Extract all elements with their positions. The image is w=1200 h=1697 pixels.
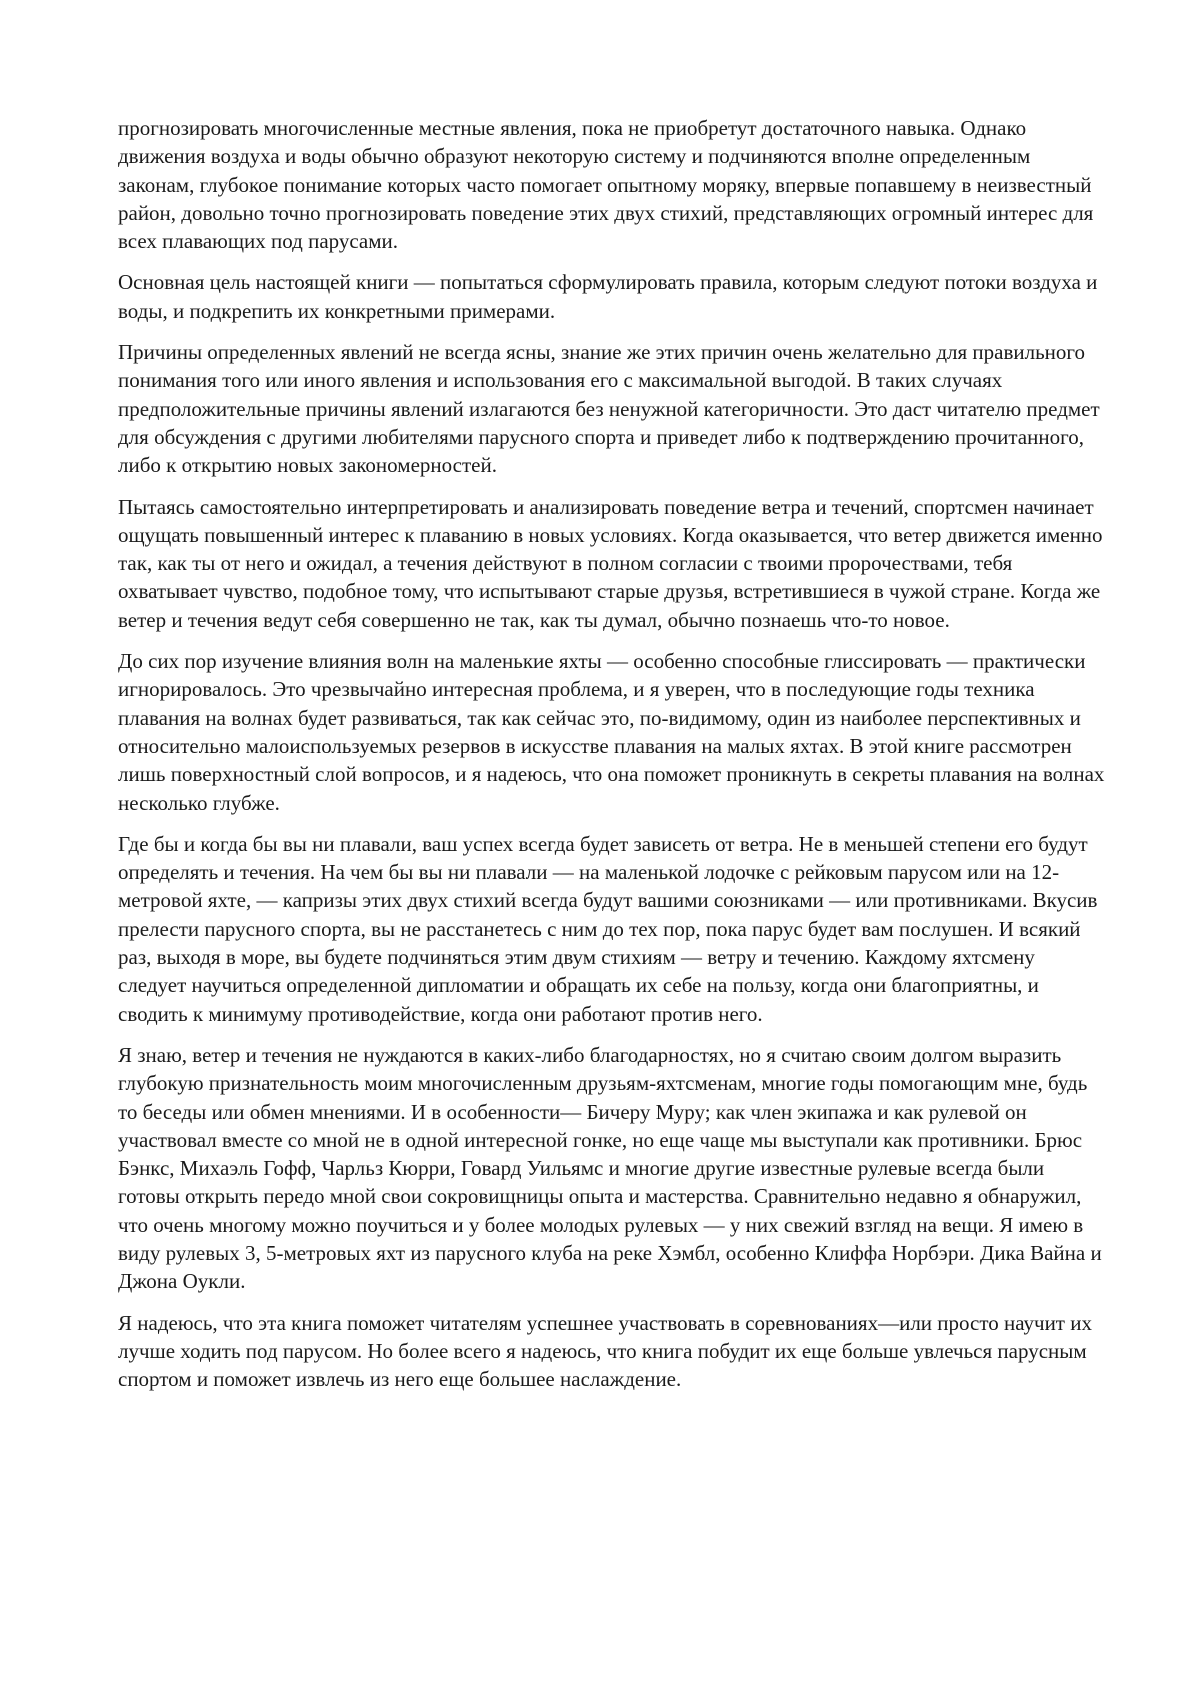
paragraph: Пытаясь самостоятельно интерпретировать и анализировать поведение ветра и течений, спортсмен начинает ощущать повышенный интерес к плаванию в новых условиях. Когда оказывается, что ветер движется именно так, как ты от него и ожидал, а течения действуют в полном согласии с твоими пророчествами, тебя охватывает чувство, подобное тому, что испытывают старые друзья, встретившиеся в чужой стране. Когда же ветер и течения ведут себя совершенно не так, как ты думал, обычно познаешь что-то новое.	[118, 494, 1103, 632]
paragraph: Я знаю, ветер и течения не нуждаются в каких-либо благодарностях, но я считаю своим долгом выразить глубокую признательность моим многочисленным друзьям-яхтсменам, многие годы помогающим мне, будь то беседы или обмен мнениями. И в особенности— Бичеру Муру; как член экипажа и как рулевой он участвовал вместе со мной не в одной интересной гонке, но еще чаще мы выступали как противники. Брюс Бэнкс, Михаэль Гофф, Чарльз Кюрри, Говард Уильямс и многие другие известные рулевые всегда были готовы открыть передо мной свои сокровищницы опыта и мастерства. Сравнительно недавно я обнаружил, что очень многому можно поучиться и у более молодых рулевых — у них свежий взгляд на вещи. Я имею в виду рулевых 3, 5-метровых яхт из парусного клуба на реке Хэмбл, особенно Клиффа Норбэри. Дика Вайна и Джона Оукли.	[118, 1042, 1102, 1294]
paragraph: Причины определенных явлений не всегда ясны, знание же этих причин очень желательно для правильного понимания того или иного явления и использования его с максимальной выгодой. В таких случаях предположительные причины явлений излагаются без ненужной категоричности. Это даст читателю предмет для обсуждения с другими любителями парусного спорта и приведет либо к подтверждению прочитанного, либо к открытию новых закономерностей.	[118, 340, 1100, 478]
document-page	[118, 114, 1108, 1406]
paragraph: Где бы и когда бы вы ни плавали, ваш успех всегда будет зависеть от ветра. Не в меньшей степени его будут определять и течения. На чем бы вы ни плавали — на маленькой лодочке с рейковым парусом или на 12-метровой яхте, — капризы этих двух стихий всегда будут вашими союзниками — или противниками. Вкусив прелести парусного спорта, вы не расстанетесь с ним до тех пор, пока парус будет вам послушен. И всякий раз, выходя в море, вы будете подчиняться этим двум стихиям — ветру и течению. Каждому яхтсмену следует научиться определенной дипломатии и обращать их себе на пользу, когда они благоприятны, и сводить к минимуму противодействие, когда они работают против него.	[118, 831, 1098, 1026]
paragraph: прогнозировать многочисленные местные явления, пока не приобретут достаточного навыка. Однако движения воздуха и воды обычно образуют некоторую систему и подчиняются вполне определенным законам, глубокое понимание которых часто помогает опытному моряку, впервые попавшему в неизвестный район, довольно точно прогнозировать поведение этих двух стихий, представляющих огромный интерес для всех плавающих под парусами.	[118, 116, 1094, 254]
paragraph: Основная цель настоящей книги — попытаться сформулировать правила, которым следуют потоки воздуха и воды, и подкрепить их конкретными примерами.	[118, 270, 1098, 323]
paragraph: Я надеюсь, что эта книга поможет читателям успешнее участвовать в соревнованиях—или просто научит их лучше ходить под парусом. Но более всего я надеюсь, что книга побудит их еще больше увлечься парусным спортом и поможет извлечь из него еще большее наслаждение.	[118, 1310, 1092, 1392]
paragraph: До сих пор изучение влияния волн на маленькие яхты — особенно способные глиссировать — практически игнорировалось. Это чрезвычайно интересная проблема, и я уверен, что в последующие годы техника плавания на волнах будет развиваться, так как сейчас это, по-видимому, один из наиболее перспективных и относительно малоиспользуемых резервов в искусстве плавания на малых яхтах. В этой книге рассмотрен лишь поверхностный слой вопросов, и я надеюсь, что она поможет проникнуть в секреты плавания на волнах несколько глубже.	[118, 649, 1105, 815]
